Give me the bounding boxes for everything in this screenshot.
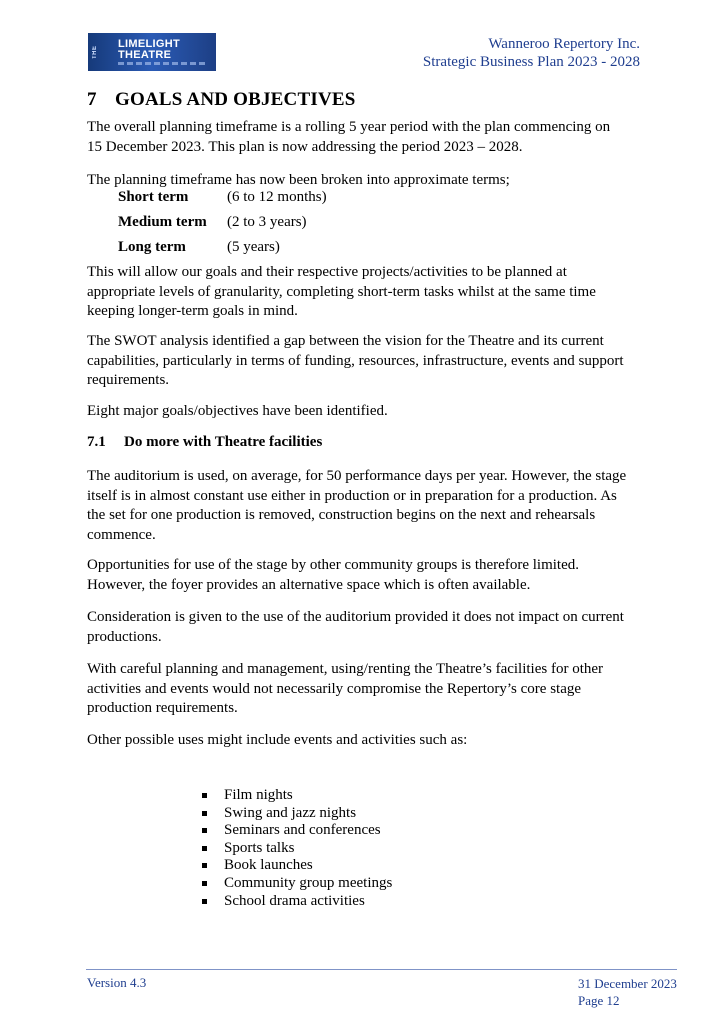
list-item: Seminars and conferences [200, 822, 392, 840]
logo-decoration [118, 62, 208, 65]
header-right [423, 35, 640, 71]
bullet-icon [202, 846, 207, 851]
auditorium-paragraph: The auditorium is used, on average, for 50 performance days per year. However, the stage itself is in almost constant use either in production or in preparation for a production. As the set for one production is removed, construction begins on the next and rehearsals commence. [87, 468, 627, 543]
other-uses-paragraph: Other possible uses might include events and activities such as: [87, 732, 468, 748]
term-duration: (6 to 12 months) [227, 189, 327, 205]
term-duration: (2 to 3 years) [227, 214, 307, 230]
logo-side-text: THE [92, 45, 98, 59]
goals-count-paragraph: Eight major goals/objectives have been identified. [87, 403, 388, 419]
footer-page-number: Page 12 [578, 993, 620, 1008]
granularity-paragraph: This will allow our goals and their respective projects/activities to be planned at appropriate levels of granularity, completing short-term tasks whilst at the same time keeping longer-term goals in mind. [87, 264, 596, 319]
intro-paragraph: The overall planning timeframe is a rolling 5 year period with the plan commencing on 15 December 2023. This plan is now addressing the period 2023 – 2028. [87, 119, 611, 155]
bullet-icon [202, 793, 207, 798]
uses-list [200, 787, 392, 910]
list-item: Film nights [200, 787, 392, 805]
logo-line-2: THEATRE [118, 49, 172, 61]
footer-version: Version 4.3 [87, 975, 147, 990]
list-item: School drama activities [200, 893, 392, 911]
swot-paragraph: The SWOT analysis identified a gap between the vision for the Theatre and its current capabilities, particularly in terms of funding, resources, infrastructure, events and support requirements. [87, 333, 624, 388]
term-row-medium [118, 213, 307, 232]
term-duration: (5 years) [227, 239, 280, 255]
logo-line-1: LIMELIGHT [118, 38, 180, 50]
subsection-number: 7.1 [87, 434, 106, 450]
bullet-icon [202, 828, 207, 833]
term-row-long [118, 238, 280, 257]
list-item: Book launches [200, 857, 392, 875]
timeframe-lead: The planning timeframe has now been broken into approximate terms; [87, 172, 510, 188]
subsection-heading [87, 434, 322, 451]
list-item: Community group meetings [200, 875, 392, 893]
footer-right [578, 975, 677, 1009]
subsection-title: Do more with Theatre facilities [124, 434, 323, 450]
section-heading [87, 89, 356, 111]
bullet-icon [202, 811, 207, 816]
limelight-theatre-logo [88, 33, 216, 71]
term-name: Long term [118, 239, 186, 255]
opportunities-paragraph: Opportunities for use of the stage by other community groups is therefore limited. However, the foyer provides an alternative space which is often available. [87, 557, 579, 593]
footer-divider [86, 969, 677, 970]
list-item: Sports talks [200, 840, 392, 858]
term-name: Medium term [118, 214, 207, 230]
term-row-short [118, 188, 327, 207]
consideration-paragraph: Consideration is given to the use of the auditorium provided it does not impact on current productions. [87, 609, 624, 645]
organization-name: Wanneroo Repertory Inc. [488, 36, 640, 52]
list-item: Swing and jazz nights [200, 805, 392, 823]
document-title: Strategic Business Plan 2023 - 2028 [422, 54, 640, 70]
section-title: GOALS AND OBJECTIVES [115, 89, 356, 110]
footer-date: 31 December 2023 [578, 976, 677, 991]
planning-paragraph: With careful planning and management, using/renting the Theatre’s facilities for other activities and events would not necessarily compromise the Repertory’s core stage production requirements. [87, 661, 604, 716]
section-number: 7 [87, 89, 97, 110]
bullet-icon [202, 863, 207, 868]
bullet-icon [202, 899, 207, 904]
term-name: Short term [118, 189, 189, 205]
bullet-icon [202, 881, 207, 886]
